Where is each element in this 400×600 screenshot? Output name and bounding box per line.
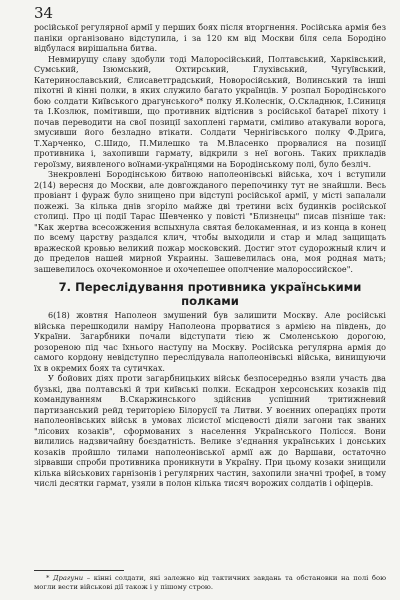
paragraph-4: 6(18) жовтня Наполеон змушений був залишити Москву. Але російські війська перешкодили наміру Наполеона прорватися з армією на південь, до України. Загарбники почали відступати тією ж Смоленською дорогою, розореною під час їхнього наступу на Москву. Російська регулярна армія до самого кордону невідступно переслідувала наполеонівські війська, винищуючи їх в окремих боях та сутичках. bbox=[34, 310, 386, 373]
page-number: 34 bbox=[34, 4, 54, 22]
footnote-divider bbox=[34, 570, 124, 571]
footnote-text: – кінні солдати, які залежно від тактичних завдань та обстановки на полі бою могли вести військові дії також і у пішому строю. bbox=[34, 574, 386, 591]
section-heading: 7. Переслідування противника українськими полками bbox=[58, 280, 362, 308]
paragraph-5: У бойових діях проти загарбницьких військ безпосередньо взяли участь два бузькі, два полтавські й три київські полки. Ескадрон херсонських козаків під командуванням В.Скаржинського здійснив успішний тритижневий партизанський рейд територією Білорусії та Литви. У воєнних операціях проти наполеонівських військ в умовах лісистої місцевості діяли загони так званих "лісових козаків", сформованих з населення Українського Полісся. Вони вилились надзвичайну боєздатність. Велике з'єднання українських і донських козаків пройшло тилами наполеонівської армії аж до Варшави, остаточно зірвавши спроби противника проникнути в Україну. При цьому козаки знищили кілька військових гарнізонів і регулярних частин, захопили значні трофеї, в тому числі десятки гармат, узяли в полон кілька тисяч ворожих солдатів і офіцерів. bbox=[34, 373, 386, 488]
paragraph-1: російської регулярної армії у перших боях після вторгнення. Російська армія без паніки організовано відступила, і за 120 км від Москви біля села Бородіно відбулася вирішальна битва. bbox=[34, 22, 386, 53]
paragraph-3: Знекровлені Бородінською битвою наполеонівські війська, хоч і вступили 2(14) вересня до Москви, але довгожданого перепочинку тут не знайшли. Весь провіант і фураж було знищено при відступі російської армії, у місті запалали пожежі. За кілька днів згоріло майже дві третини всіх будинків російської столиці. Про ці події Тарас Шевченко у повісті "Близнецы" писав пізніше так: "Как жертва всесожжения вспыхнула святая белокаменная, и из конца в конец по всему царству раздался клич, чтобы выходили и стар и млад защищать вражеской кровью великий пожар московский. Достиг этот судорожный клич и до пределов нашей мирной Украины. Зашевелилась она, моя родная мать; зашевелилось охочекомонное и охочепешее ополчение малороссийское". bbox=[34, 169, 386, 274]
paragraph-2: Невмирущу славу здобули тоді Малоросійський, Полтавський, Харківський, Сумський, Ізюмський, Охтирський, Глухівський, Чугуївський, Катеринославський, Єлисаветградський, Новоросійський, Волинський та інші піхотні й кінні полки, в яких служило багато українців. У розпал Бородінського бою солдати Київського драгунського* полку Я.Колеснік, О.Складнюк, І.Синиця та І.Козлюк, помітивши, що противник відтіснив з російської батареї піхоту і почав переводити на свої позиції захоплені гармати, сміливо атакували ворога, змусивши його безладно втікати. Солдати Чернігівського полку Ф.Дрига, Т.Харченко, С.Шидо, П.Милешко та М.Власенко прорвалися на позиції противника і, захопивши гармату, відкрили з неї вогонь. Таких прикладів героїзму, виявленого воїнами-українцями на Бородінському полі, було безліч. bbox=[34, 53, 386, 169]
page-body bbox=[34, 22, 386, 489]
footnote-term: * Драгуни bbox=[46, 574, 84, 582]
footnote bbox=[34, 574, 386, 591]
